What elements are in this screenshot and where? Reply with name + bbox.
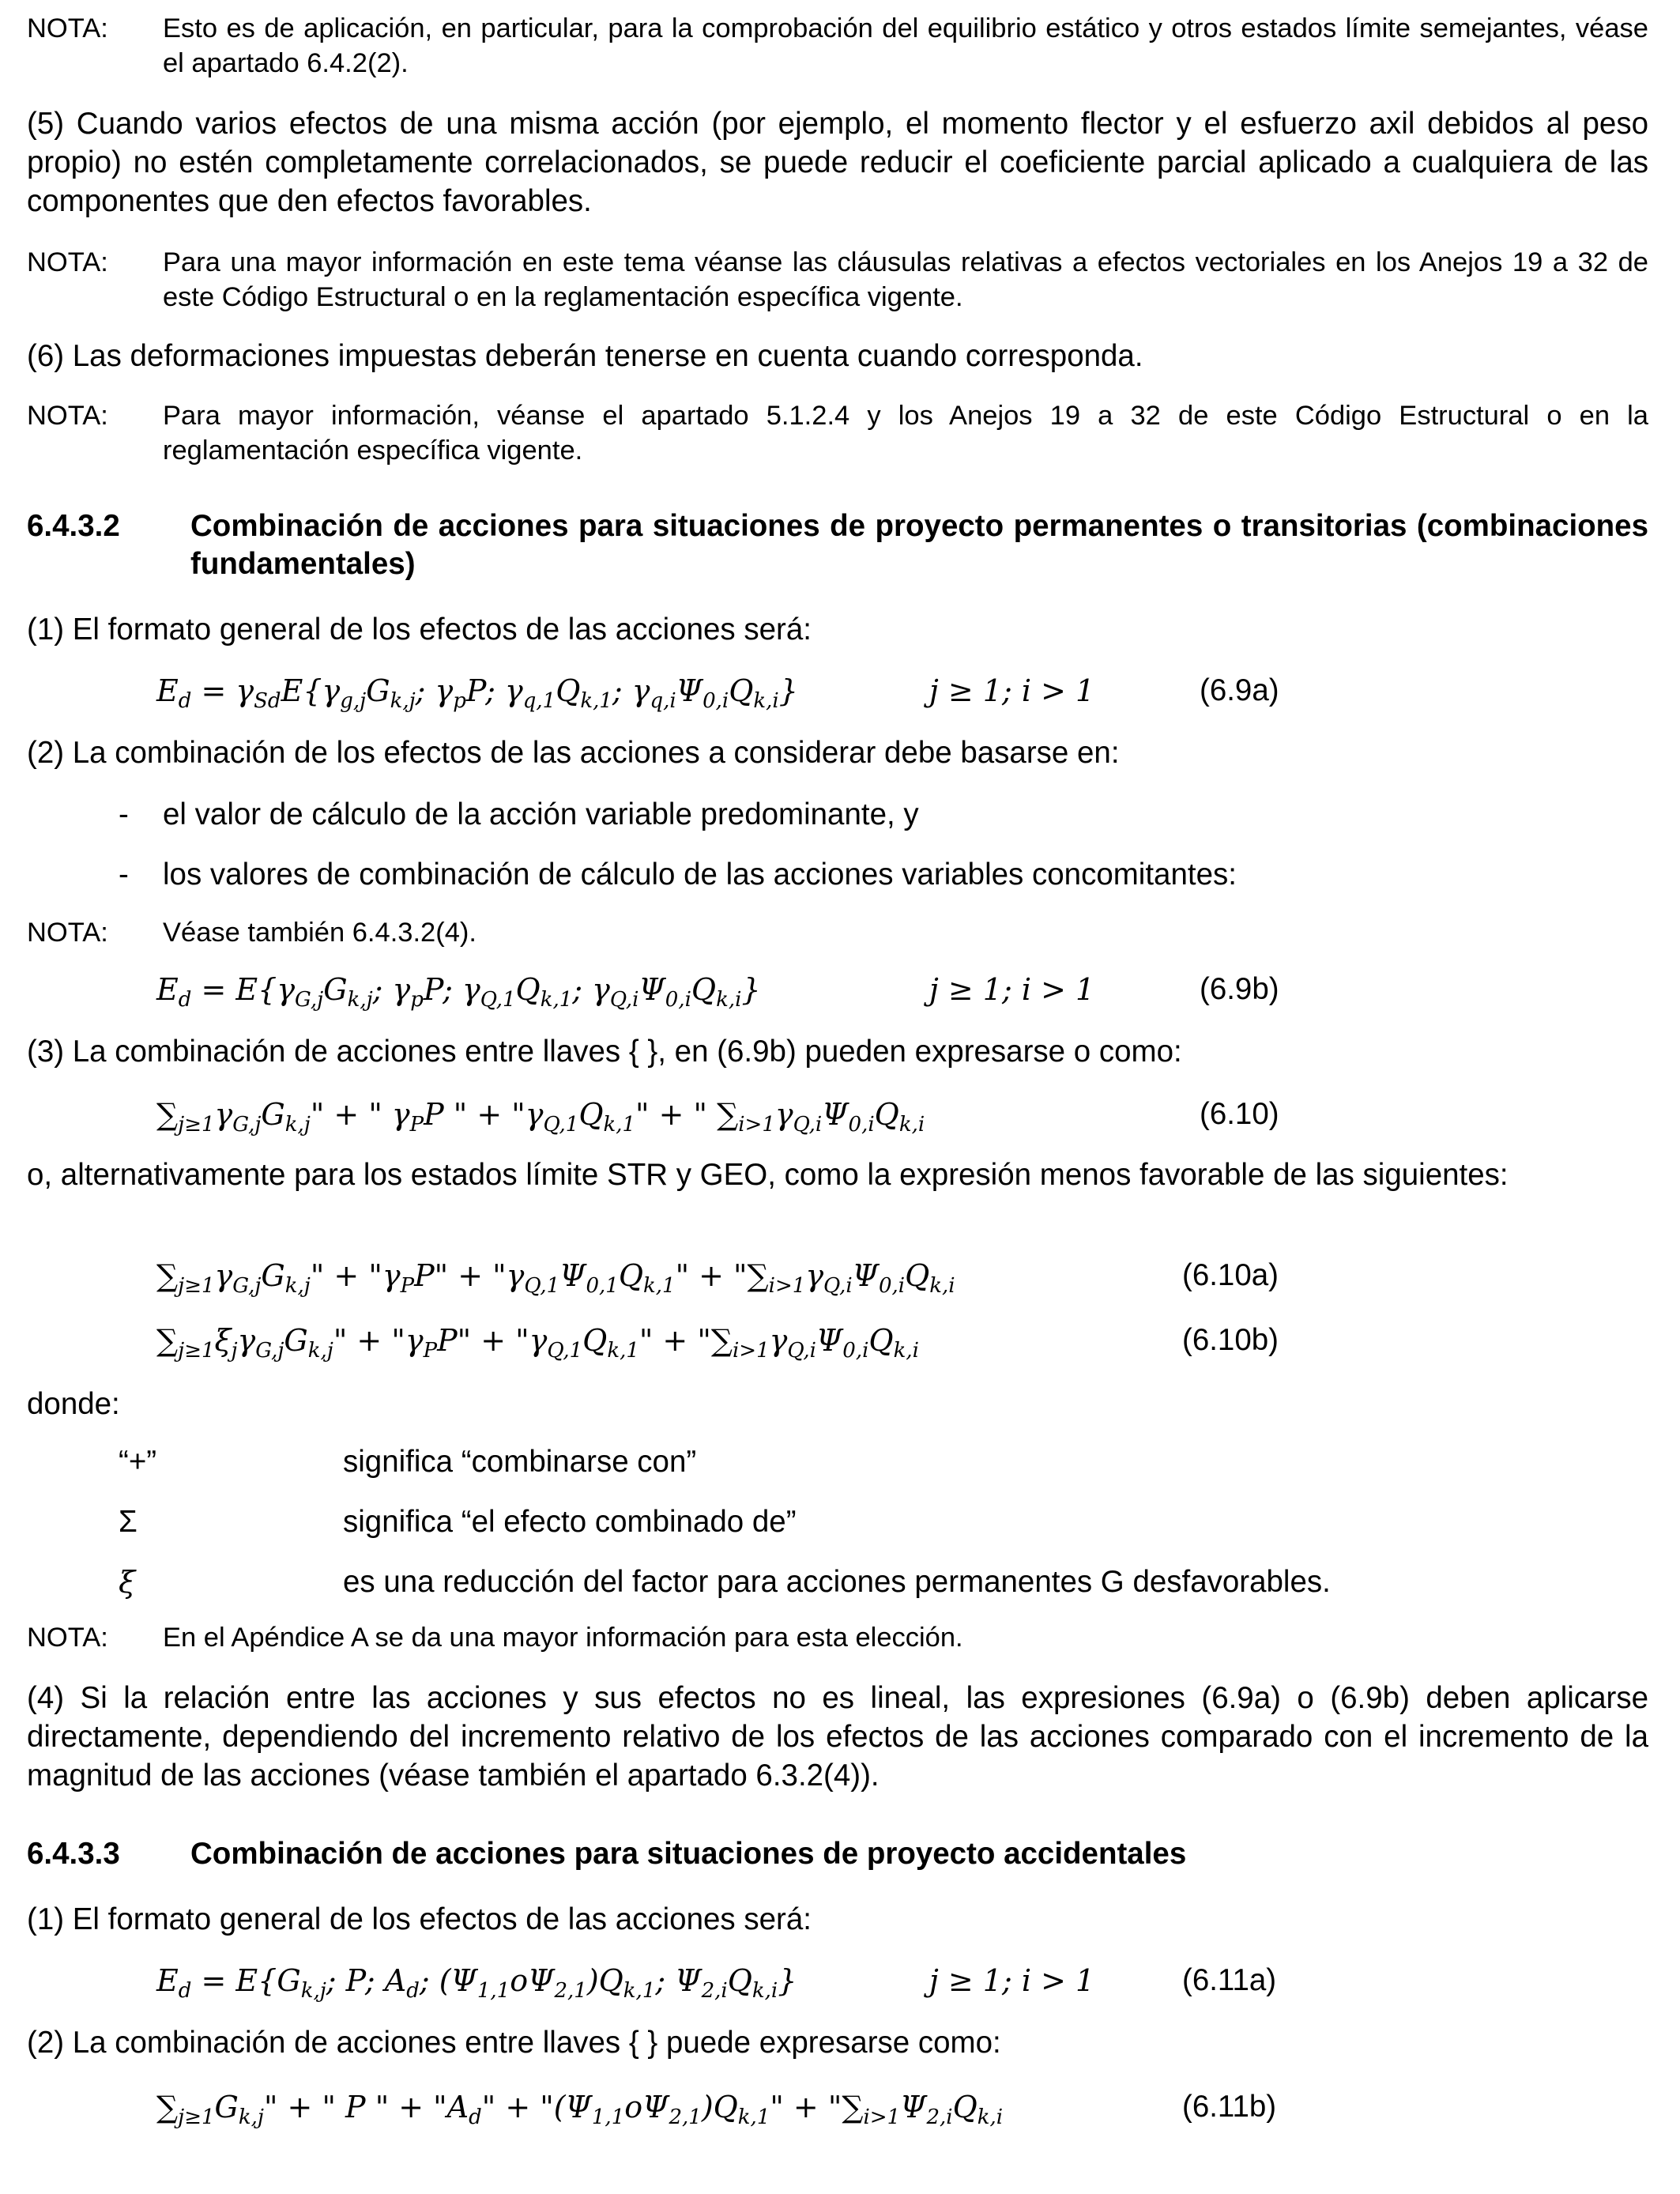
section-title: Combinación de acciones para situaciones de proyecto accidentales [190, 1837, 1187, 1871]
note-label: NOTA: [27, 247, 108, 277]
equation-number: (6.11b) [1182, 2090, 1277, 2124]
definition-symbol: “+” [119, 1445, 157, 1479]
paragraph-5: (5) Cuando varios efectos de una misma acción (por ejemplo, el momento flector y el esfuerzo axil debidos al peso propio) no estén completamente correlacionados, se puede reducir el coeficiente parcial aplicado a cualquiera de las componentes que den efectos favorables. [27, 107, 1648, 218]
note-see-also [27, 915, 1648, 950]
section-number: 6.4.3.3 [27, 1837, 120, 1871]
definition-symbol: Σ [119, 1505, 137, 1539]
donde-label: donde: [27, 1387, 120, 1421]
equation-condition: j ≥ 1; i > 1 [929, 1963, 1095, 1998]
note-appendix-a [27, 1620, 1648, 1655]
equation-6-10: $\sum_{j\ge 1}\gamma_{G,j}G_{k,j}$" + " $\gamma_PP$ " + "$\gamma_{Q,1}Q_{k,1}$" + " $\sum_{i>1}\gamma_{Q,i}\Psi_{0,i}Q_{k,i}$ [156, 1097, 925, 1137]
equation-condition: j ≥ 1; i > 1 [929, 972, 1095, 1007]
note-text: Para una mayor información en este tema véanse las cláusulas relativas a efectos vectoriales en los Anejos 19 a 32 de este Código Estructural o en la reglamentación específica vigente. [163, 247, 1648, 312]
note-text: Para mayor información, véanse el apartado 5.1.2.4 y los Anejos 19 a 32 de este Código Estructural o en la reglamentación específica vigente. [163, 401, 1648, 466]
equation-number: (6.9b) [1200, 972, 1279, 1006]
section-number: 6.4.3.2 [27, 509, 120, 543]
note-text: En el Apéndice A se da una mayor información para esta elección. [163, 1623, 963, 1653]
definition-symbol: ξ [119, 1565, 136, 1600]
equation-6-9a: $E_d = \gamma_{Sd}E\{\gamma_{g,j}G_{k,j}$; $\gamma_pP$; $\gamma_{q,1}Q_{k,1}$; $\gamma_{q,i}\Psi_{0,i}Q_{k,i}$} [156, 673, 798, 713]
note-vector-effects [27, 245, 1648, 315]
equation-6-10b: $\sum_{j\ge 1}\xi_j\gamma_{G,j}G_{k,j}$" + "$\gamma_PP$" + "$\gamma_{Q,1}Q_{k,1}$" + "$\sum_{i>1}\gamma_{Q,i}\Psi_{0,i}Q_{k,i}$ [156, 1323, 919, 1363]
equation-6-11b: $\sum_{j\ge 1}G_{k,j}$" + " P " + "$A_d$" + "$(\Psi_{1,1}o\Psi_{2,1})Q_{k,1}$" + "$\sum_{i>1}\Psi_{2,i}Q_{k,i}$ [156, 2090, 1004, 2129]
note-imposed-deformations [27, 398, 1648, 468]
bullet-dash: - [119, 858, 129, 892]
equation-number: (6.11a) [1182, 1963, 1277, 1997]
bullet-dash: - [119, 797, 129, 831]
note-label: NOTA: [27, 918, 108, 948]
section-3-paragraph-2: (2) La combinación de acciones entre llaves { } puede expresarse como: [27, 2026, 1001, 2060]
equation-number: (6.9a) [1200, 673, 1279, 707]
section-title: Combinación de acciones para situaciones de proyecto permanentes o transitorias (combinaciones fundamentales) [190, 509, 1648, 581]
section-3-paragraph-1: (1) El formato general de los efectos de las acciones será: [27, 1902, 812, 1936]
note-text: Esto es de aplicación, en particular, para la comprobación del equilibrio estático y otros estados límite semejantes, véase el apartado 6.4.2(2). [163, 13, 1648, 78]
equation-6-10a: $\sum_{j\ge 1}\gamma_{G,j}G_{k,j}$" + "$\gamma_PP$" + "$\gamma_{Q,1}\Psi_{0,1}Q_{k,1}$" + "$\sum_{i>1}\gamma_{Q,i}\Psi_{0,i}Q_{k,i}$ [156, 1258, 955, 1298]
equation-6-9b: $E_d = E\{\gamma_{G,j}G_{k,j}$; $\gamma_pP$; $\gamma_{Q,1}Q_{k,1}$; $\gamma_{Q,i}\Psi_{0,i}Q_{k,i}$} [156, 972, 761, 1012]
section-2-paragraph-1: (1) El formato general de los efectos de las acciones será: [27, 613, 812, 647]
section-heading-6-4-3-2 [27, 507, 1648, 583]
section-heading-6-4-3-3 [27, 1835, 1648, 1873]
equation-number: (6.10a) [1182, 1258, 1279, 1292]
section-2-paragraph-2: (2) La combinación de los efectos de las acciones a considerar debe basarse en: [27, 736, 1120, 770]
note-label: NOTA: [27, 401, 108, 431]
section-2-alternative: o, alternativamente para los estados límite STR y GEO, como la expresión menos favorable de las siguientes: [27, 1158, 1509, 1192]
section-2-paragraph-4: (4) Si la relación entre las acciones y sus efectos no es lineal, las expresiones (6.9a) o (6.9b) deben aplicarse directamente, dependiendo del incremento relativo de los efectos de las acciones comparado con el incremento de la magnitud de las acciones (véase también el apartado 6.3.2(4)). [27, 1681, 1648, 1793]
definition-meaning: significa “el efecto combinado de” [343, 1505, 797, 1539]
section-2-paragraph-3: (3) La combinación de acciones entre llaves { }, en (6.9b) pueden expresarse o como: [27, 1035, 1182, 1069]
note-label: NOTA: [27, 1623, 108, 1653]
bullet-item: el valor de cálculo de la acción variable predominante, y [163, 797, 919, 831]
note-text: Véase también 6.4.3.2(4). [163, 918, 477, 948]
equation-number: (6.10b) [1182, 1323, 1279, 1357]
equation-condition: j ≥ 1; i > 1 [929, 673, 1095, 708]
definition-meaning: es una reducción del factor para acciones permanentes G desfavorables. [343, 1565, 1331, 1599]
bullet-item: los valores de combinación de cálculo de las acciones variables concomitantes: [163, 858, 1237, 892]
note-static-equilibrium [27, 11, 1648, 81]
note-label: NOTA: [27, 13, 108, 43]
equation-number: (6.10) [1200, 1097, 1279, 1131]
definition-meaning: significa “combinarse con” [343, 1445, 697, 1479]
paragraph-6: (6) Las deformaciones impuestas deberán tenerse en cuenta cuando corresponda. [27, 339, 1143, 373]
equation-6-11a: $E_d = E\{G_{k,j}$; P; $A_d$; $(\Psi_{1,1}o\Psi_{2,1})Q_{k,1}$; $\Psi_{2,i}Q_{k,i}$} [156, 1963, 797, 2003]
